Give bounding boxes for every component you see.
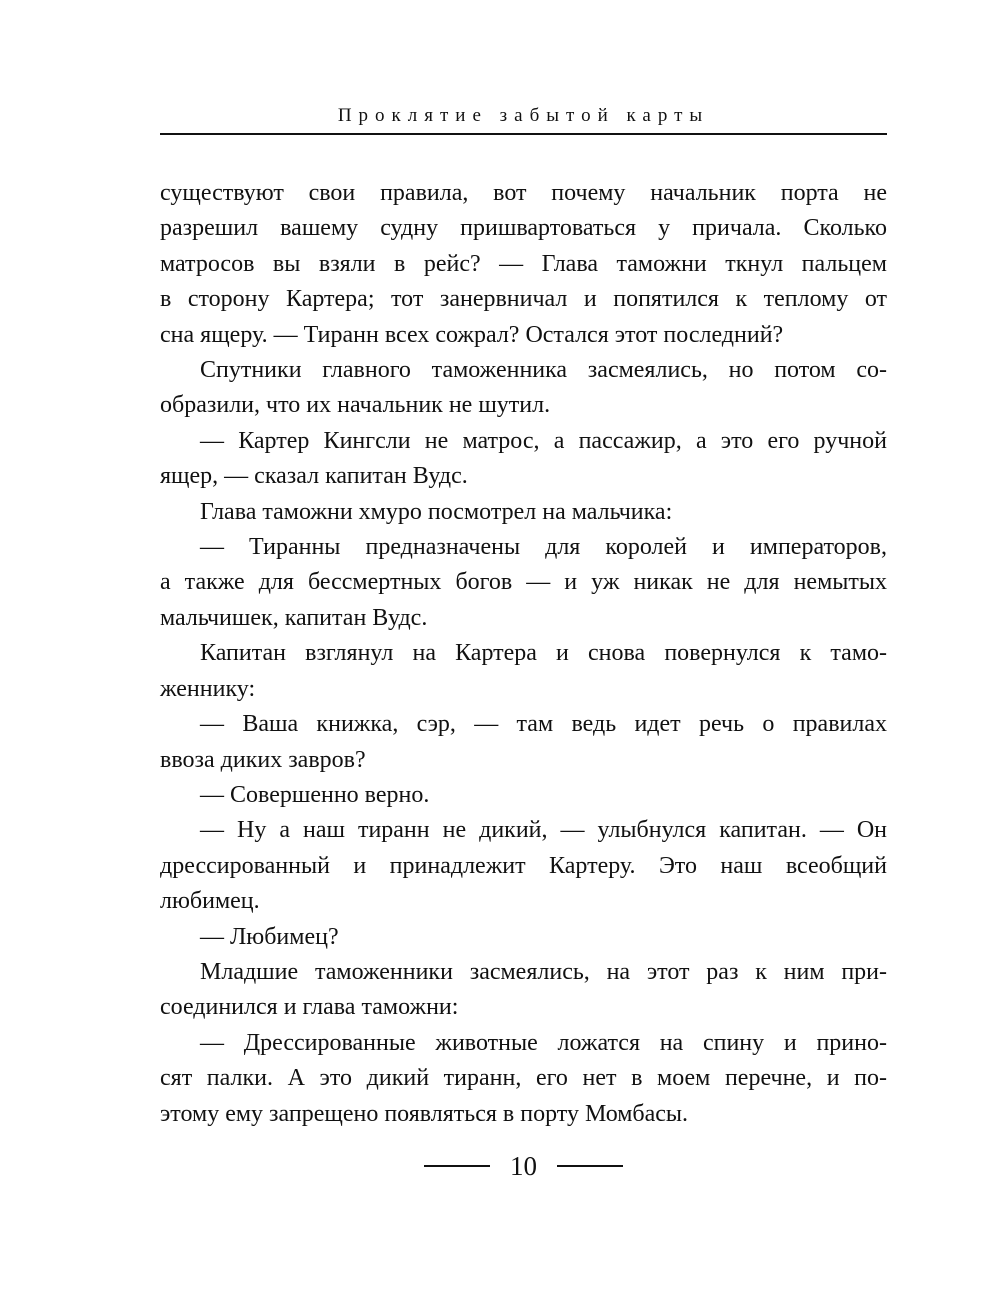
text-line: Глава таможни хмуро посмотрел на мальчика: [200,498,673,525]
text-line: сят палки. А это дикий тиранн, его нет в моем перечне, и по- [160,1065,887,1092]
footer-rule-right [557,1165,623,1167]
text-line: Младшие таможенники засмеялись, на этот раз к ним при- [200,958,887,985]
header-rule [160,133,887,135]
text-line: Спутники главного таможенника засмеялись, но потом со- [200,357,887,384]
text-line: — Ну а наш тиранн не дикий, — улыбнулся капитан. — Он [200,817,887,844]
text-line: ящер, — сказал капитан Вудс. [160,463,468,490]
text-line: дрессированный и принадлежит Картеру. Это наш всеобщий [160,852,887,879]
text-line: соединился и глава таможни: [160,994,459,1021]
running-head: Проклятие забытой карты [337,105,710,126]
text-line: — Ваша книжка, сэр, — там ведь идет речь о правилах [200,711,887,738]
page-footer [160,1150,887,1182]
text-line: разрешил вашему судну пришвартоваться у причала. Сколько [160,215,887,242]
text-line: сна ящеру. — Тиранн всех сожрал? Остался этот последний? [160,321,784,348]
text-line: ввоза диких завров? [160,746,366,773]
page-number: 10 [510,1151,537,1181]
text-line: — Любимец? [200,923,339,950]
text-line: мальчишек, капитан Вудс. [160,604,428,631]
body-text [160,176,887,1132]
text-line: женнику: [160,675,256,702]
text-line: — Тиранны предназначены для королей и императоров, [200,534,887,561]
text-line: существуют свои правила, вот почему начальник порта не [160,180,887,206]
text-line: в сторону Картера; тот занервничал и попятился к теплому от [160,286,887,313]
text-line: матросов вы взяли в рейс? — Глава таможни ткнул пальцем [160,250,887,277]
text-line: — Картер Кингсли не матрос, а пассажир, а это его ручной [200,427,887,454]
text-line: этому ему запрещено появляться в порту Момбасы. [160,1100,689,1127]
text-line: образили, что их начальник не шутил. [160,392,551,419]
text-line: — Дрессированные животные ложатся на спину и прино- [200,1029,887,1056]
text-line: — Совершенно верно. [200,781,430,808]
text-line: Капитан взглянул на Картера и снова повернулся к тамо- [200,640,887,667]
footer-rule-left [424,1165,490,1167]
text-line: а также для бессмертных богов — и уж никак не для немытых [160,569,887,596]
text-line: любимец. [160,888,260,915]
